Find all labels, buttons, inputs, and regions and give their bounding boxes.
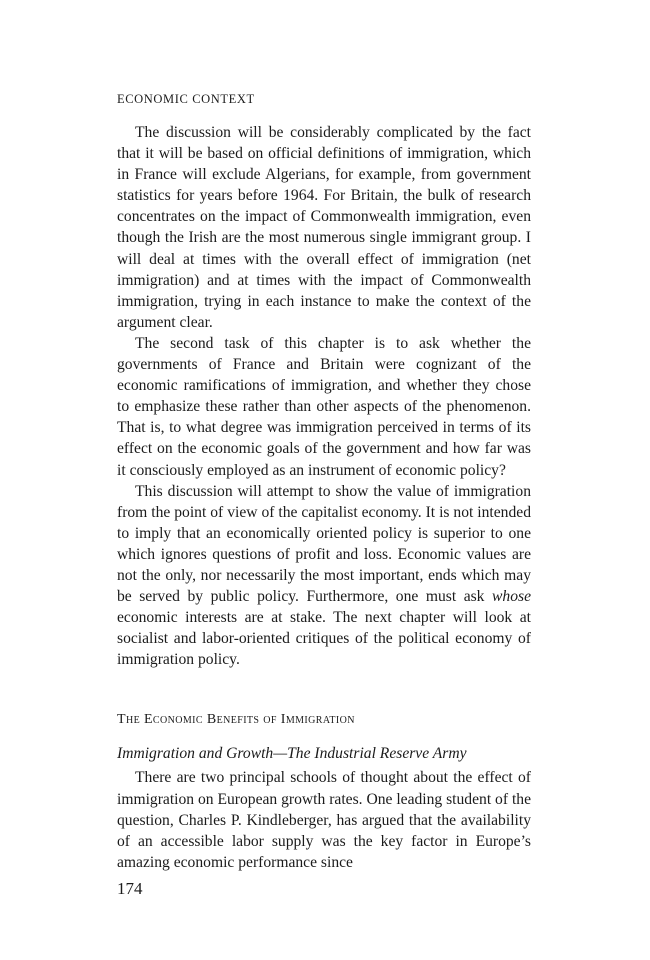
- paragraph-capitalist-economy: [117, 481, 531, 671]
- paragraph-official-definitions: The discussion will be considerably complicated by the fact that it will be based on official definitions of immigration, which in France will exclude Algerians, for example, from government statistics for years before 1964. For Britain, the bulk of research concentrates on the impact of Commonwealth immigration, even though the Irish are the most numerous single immigrant group. I will deal at times with the overall effect of immigration (net immigration) and at times with the impact of Commonwealth immigration, trying in each instance to make the context of the argument clear.: [117, 124, 531, 331]
- page-number: 174: [117, 878, 143, 898]
- paragraph-text-after: economic interests are at stake. The next chapter will look at socialist and labor-oriented critiques of the political economy of immigration policy.: [117, 609, 531, 669]
- paragraph-second-task: The second task of this chapter is to ask whether the governments of France and Britain were cognizant of the economic ramifications of immigration, and whether they chose to emphasize these rather than other aspects of the phenomenon. That is, to what degree was immigration perceived in terms of its effect on the economic goals of the government and how far was it consciously employed as an instrument of economic policy?: [117, 334, 531, 479]
- paragraph-schools-of-thought: There are two principal schools of thought about the effect of immigration on European growth rates. One leading student of the question, Charles P. Kindleberger, has argued that the availability of an accessible labor supply was the key factor in Europe’s amazing economic performance since: [117, 769, 531, 871]
- emphasis-whose: whose: [492, 588, 531, 606]
- section-heading: The Economic Benefits of Immigration: [117, 712, 355, 728]
- book-page: [117, 91, 531, 899]
- running-head: ECONOMIC CONTEXT: [117, 92, 255, 106]
- subsection-heading: Immigration and Growth—The Industrial Reserve Army: [117, 745, 467, 763]
- paragraph-text-before: This discussion will attempt to show the value of immigration from the point of view of the capitalist economy. It is not intended to imply that an economically oriented policy is superior to one which ignores questions of profit and loss. Economic values are not the only, nor necessarily the most important, ends which may be served by public policy. Furthermore, one must ask: [117, 482, 531, 606]
